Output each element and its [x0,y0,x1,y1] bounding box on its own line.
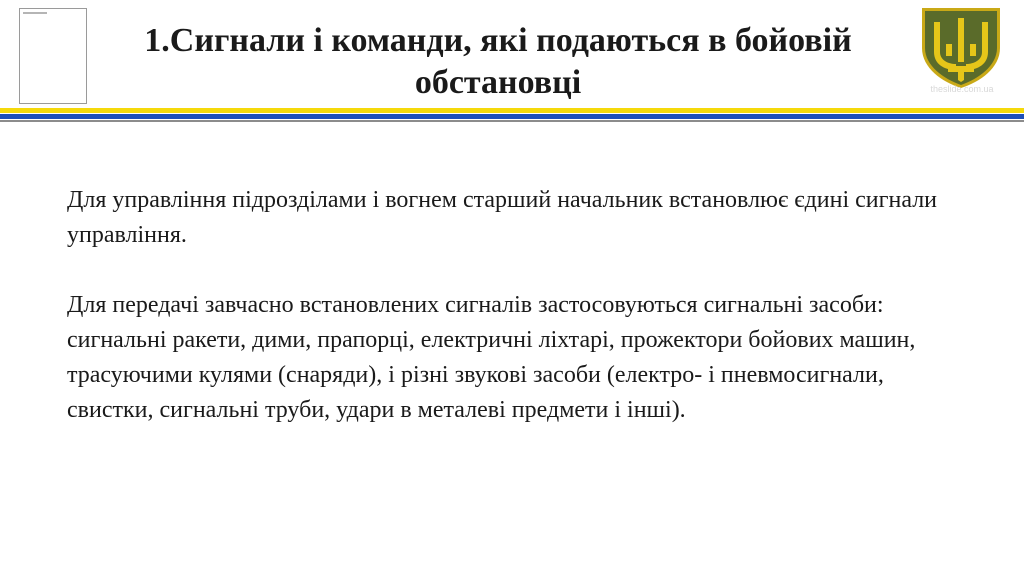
emblem-caption: theslide.com.ua [930,84,994,94]
trident-shield-icon [918,4,1004,90]
slide-title: 1.Сигнали і команди, які подаються в бойовій обстановці [144,22,852,101]
paragraph: Для передачі завчасно встановлених сигналів застосовуються сигнальні засоби: сигнальні ракети, дими, прапорці, електричні ліхтарі, прожектори бойових машин, трасуючими кулями (снаряди), і різні звукові засоби (електро- і пневмосигнали, свистки, сигнальні труби, удари в металеві предмети і інші). [67,292,916,423]
header-stripes [0,108,1024,122]
slide-thumbnail[interactable] [19,8,87,104]
stripe-gray [0,120,1024,122]
paragraph: Для управління підрозділами і вогнем старший начальник встановлює єдині сигнали управління. [67,187,938,248]
slide-body [67,183,947,428]
